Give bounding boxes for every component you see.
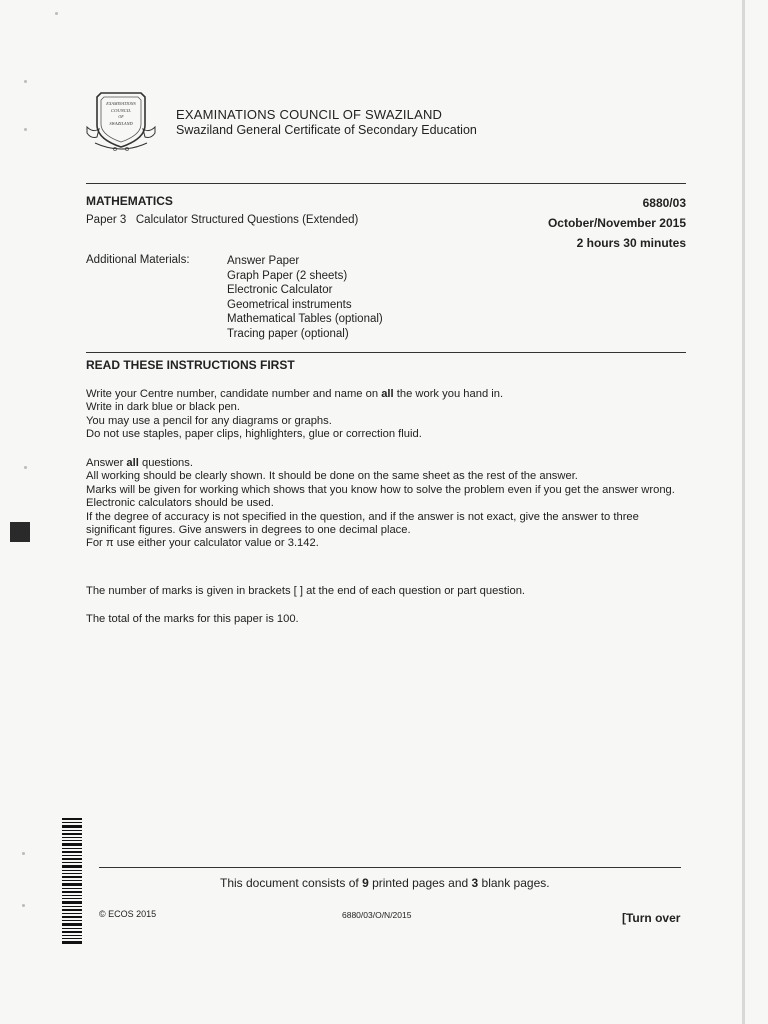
top-divider [86, 183, 686, 184]
instruction-line: Do not use staples, paper clips, highlighters, glue or correction fluid. [86, 428, 422, 441]
paper-number: Paper 3 [86, 214, 127, 226]
instruction-line: Marks will be given for working which shows that you know how to solve the problem even if you get the answer wrong. [86, 483, 675, 496]
instruction-line: For π use either your calculator value or 3.142. [86, 537, 319, 550]
logo-text: SWAZILAND [109, 121, 133, 126]
instructions-paragraph-2 [86, 457, 686, 551]
council-name: EXAMINATIONS COUNCIL OF SWAZILAND [176, 107, 443, 122]
scan-speck [24, 466, 27, 469]
blank-page-count: 3 [471, 876, 479, 890]
instructions-heading: READ THESE INSTRUCTIONS FIRST [86, 358, 295, 372]
scan-speck [22, 904, 25, 907]
paper-title: Calculator Structured Questions (Extended) [135, 214, 359, 226]
footer-divider [99, 867, 681, 868]
council-crest-logo [85, 87, 157, 153]
scan-speck [22, 852, 25, 855]
instruction-line: Write your Centre number, candidate number and name on all the work you hand in. [86, 388, 504, 400]
logo-text: OF [118, 114, 124, 119]
material-item: Graph Paper (2 sheets) [227, 269, 348, 282]
material-item: Mathematical Tables (optional) [227, 313, 383, 326]
scan-edge-shadow [742, 0, 745, 1024]
marks-note: The number of marks is given in brackets [ ] at the end of each question or part question. [86, 585, 526, 597]
total-marks-note: The total of the marks for this paper is 100. [86, 613, 299, 625]
instruction-line: Electronic calculators should be used. [86, 497, 274, 510]
turn-over-label: [Turn over [622, 911, 681, 925]
material-item: Geometrical instruments [227, 298, 352, 311]
exam-duration: 2 hours 30 minutes [576, 236, 686, 250]
certificate-name: Swaziland General Certificate of Secondary Education [176, 123, 477, 137]
instruction-line: If the degree of accuracy is not specified in the question, and if the answer is not exact, give the answer to three significant figures. Give answers in degrees to one decimal place. [86, 510, 639, 537]
materials-label: Additional Materials: [86, 254, 190, 266]
materials-list [227, 254, 383, 342]
printed-page-count: 9 [362, 876, 369, 890]
instructions-divider [86, 352, 686, 353]
material-item: Answer Paper [227, 255, 300, 267]
scan-speck [24, 128, 27, 131]
material-item: Tracing paper (optional) [227, 327, 349, 340]
exam-session: October/November 2015 [547, 216, 686, 230]
instruction-line: You may use a pencil for any diagrams or graphs. [86, 414, 332, 427]
scan-speck [55, 12, 58, 15]
material-item: Electronic Calculator [227, 284, 333, 297]
barcode [62, 818, 82, 944]
instructions-paragraph-1 [86, 388, 686, 442]
paper-reference: 6880/03/O/N/2015 [342, 910, 412, 920]
copyright: © ECOS 2015 [99, 909, 157, 919]
instruction-line: Write in dark blue or black pen. [86, 401, 241, 414]
subject-title: MATHEMATICS [86, 194, 173, 208]
scanner-marker [10, 522, 30, 542]
scan-speck [24, 80, 27, 83]
logo-text: COUNCIL [111, 108, 131, 113]
paper-line [86, 214, 358, 226]
instruction-line: All working should be clearly shown. It should be done on the same sheet as the rest of the answer. [86, 470, 578, 483]
page-count-note: This document consists of 9 printed pages and 3 blank pages. [220, 876, 550, 890]
logo-text: EXAMINATIONS [106, 101, 136, 106]
paper-code: 6880/03 [642, 196, 686, 210]
instruction-line: Answer all questions. [86, 457, 193, 469]
